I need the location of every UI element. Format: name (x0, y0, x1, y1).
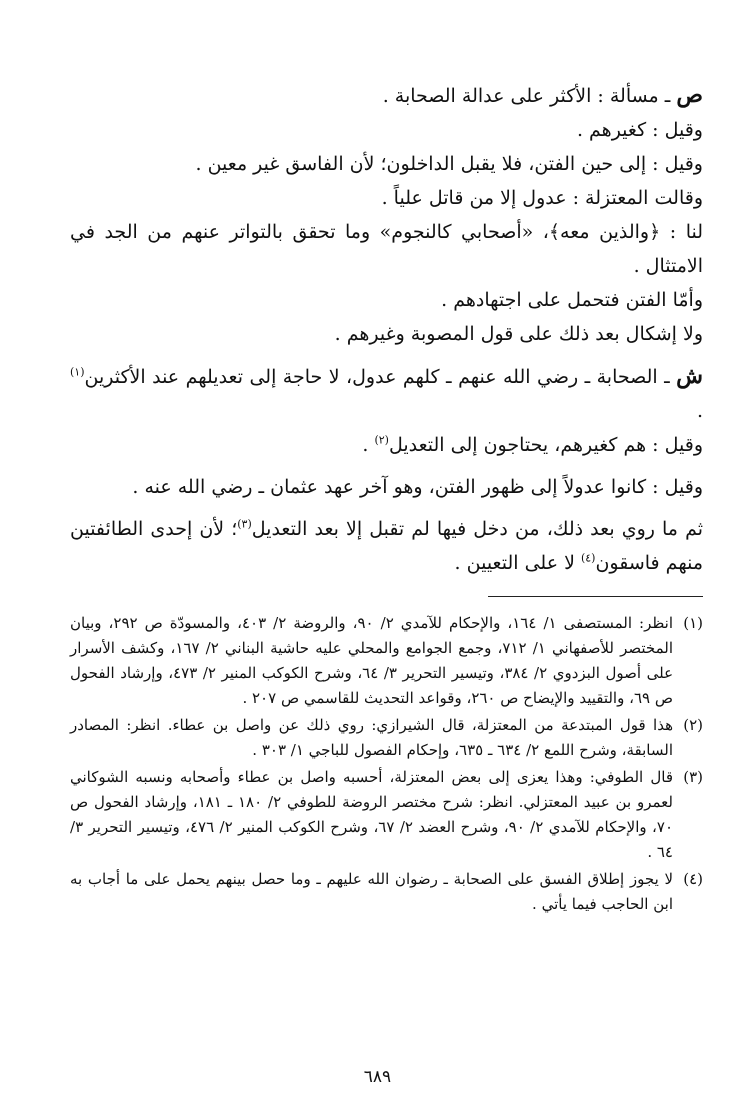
page-number: ٦٨٩ (363, 1067, 392, 1087)
line-9-end: . (362, 434, 375, 456)
footnote-4 (70, 867, 703, 917)
footnote-ref-3: (٣) (237, 517, 252, 531)
footnote-number: (٤) (683, 870, 703, 888)
footnote-divider (488, 596, 703, 597)
line-4: وقالت المعتزلة : عدول إلا من قاتل علياً . (381, 187, 703, 209)
shin-marker: ش (676, 363, 703, 389)
line-10: وقيل : كانوا عدولاً إلى ظهور الفتن، وهو آخر عهد عثمان ـ رضي الله عنه . (132, 476, 703, 498)
footnote-number: (٢) (683, 716, 703, 734)
line-2: وقيل : كغيرهم . (576, 119, 703, 141)
line-7: ولا إشكال بعد ذلك على قول المصوبة وغيرهم . (334, 323, 703, 345)
sad-intro: ـ مسألة : الأكثر على عدالة الصحابة . (382, 85, 671, 107)
line-3: وقيل : إلى حين الفتن، فلا يقبل الداخلون؛ لأن الفاسق غير معين . (195, 153, 703, 175)
footnotes (70, 611, 703, 917)
line-11-a: ثم ما روي بعد ذلك، من دخل فيها لم تقبل إلا بعد التعديل (251, 518, 703, 540)
footnote-1 (70, 611, 703, 711)
shin-end: . (696, 400, 703, 422)
page-content (70, 78, 703, 919)
shin-text: ـ الصحابة ـ رضي الله عنهم ـ كلهم عدول، لا حاجة إلى تعديلهم عند الأكثرين (84, 366, 670, 388)
footnote-ref-1: (١) (70, 365, 85, 379)
main-text (70, 78, 703, 580)
footnote-text: انظر: المستصفى ١/ ١٦٤، والإحكام للآمدي ٢/ ٩٠، والروضة ٢/ ٤٠٣، والمسودّة ص ٢٩٢، وبيان المختصر للأصفهاني ١/ ٧١٢، وجمع الجوامع والمحلي عليه حاشية البناني ٢/ ١٦٧، وكشف الأسرار على أصول البزدوي ٢/ ٣٨٤، وتيسير التحرير ٣/ ٦٤، وشرح الكوكب المنير ٢/ ٤٧٣، وإرشاد الفحول ص ٦٩، والتقييد والإيضاح ص ٢٦٠، وقواعد التحديث للقاسمي ص ٢٠٧ . (70, 614, 674, 707)
line-5: لنا : ﴿والذين معه﴾، «أصحابي كالنجوم» وما تحقق بالتواتر عنهم من الجد في الامتثال . (70, 221, 703, 277)
footnote-2 (70, 713, 703, 763)
line-11-c: لا على التعيين . (454, 552, 581, 574)
line-11-b: ؛ لأن إحدى الطائفتين منهم فاسقون (70, 518, 703, 574)
footnote-number: (٣) (683, 768, 703, 786)
paragraph-sad (70, 78, 703, 113)
line-11 (70, 512, 703, 580)
footnote-text: هذا قول المبتدعة من المعتزلة، قال الشيرازي: روي ذلك عن واصل بن عطاء. انظر: المصادر السابقة، وشرح اللمع ٢/ ٦٣٤ ـ ٦٣٥، وإحكام الفصول للباجي ١/ ٣٠٣ . (70, 716, 673, 759)
footnote-number: (١) (683, 614, 703, 632)
line-9 (70, 428, 703, 462)
footnote-text: قال الطوفي: وهذا يعزى إلى بعض المعتزلة، أحسبه واصل بن عطاء وأصحابه ونسبه الشوكاني لعمرو بن عبيد المعتزلي. انظر: شرح مختصر الروضة للطوفي ٢/ ١٨٠ ـ ١٨١، وإرشاد الفحول ص ٧٠، والإحكام للآمدي ٢/ ٩٠، وشرح العضد ٢/ ٦٧، وشرح الكوكب المنير ٢/ ٤٧٦، وتيسير التحرير ٣/ ٦٤ . (70, 768, 674, 861)
footnote-ref-4: (٤) (580, 551, 596, 565)
sad-marker: ص (676, 82, 703, 108)
footnote-3 (70, 765, 703, 865)
footnote-text: لا يجوز إطلاق الفسق على الصحابة ـ رضوان الله عليهم ـ وما حصل بينهم يحمل على ما أجاب به ابن الحاجب فيما يأتي . (70, 870, 673, 913)
paragraph-shin (70, 359, 703, 428)
line-9-text: وقيل : هم كغيرهم، يحتاجون إلى التعديل (388, 434, 703, 456)
line-6: وأمّا الفتن فتحمل على اجتهادهم . (441, 289, 703, 311)
footnote-ref-2: (٢) (374, 433, 389, 447)
